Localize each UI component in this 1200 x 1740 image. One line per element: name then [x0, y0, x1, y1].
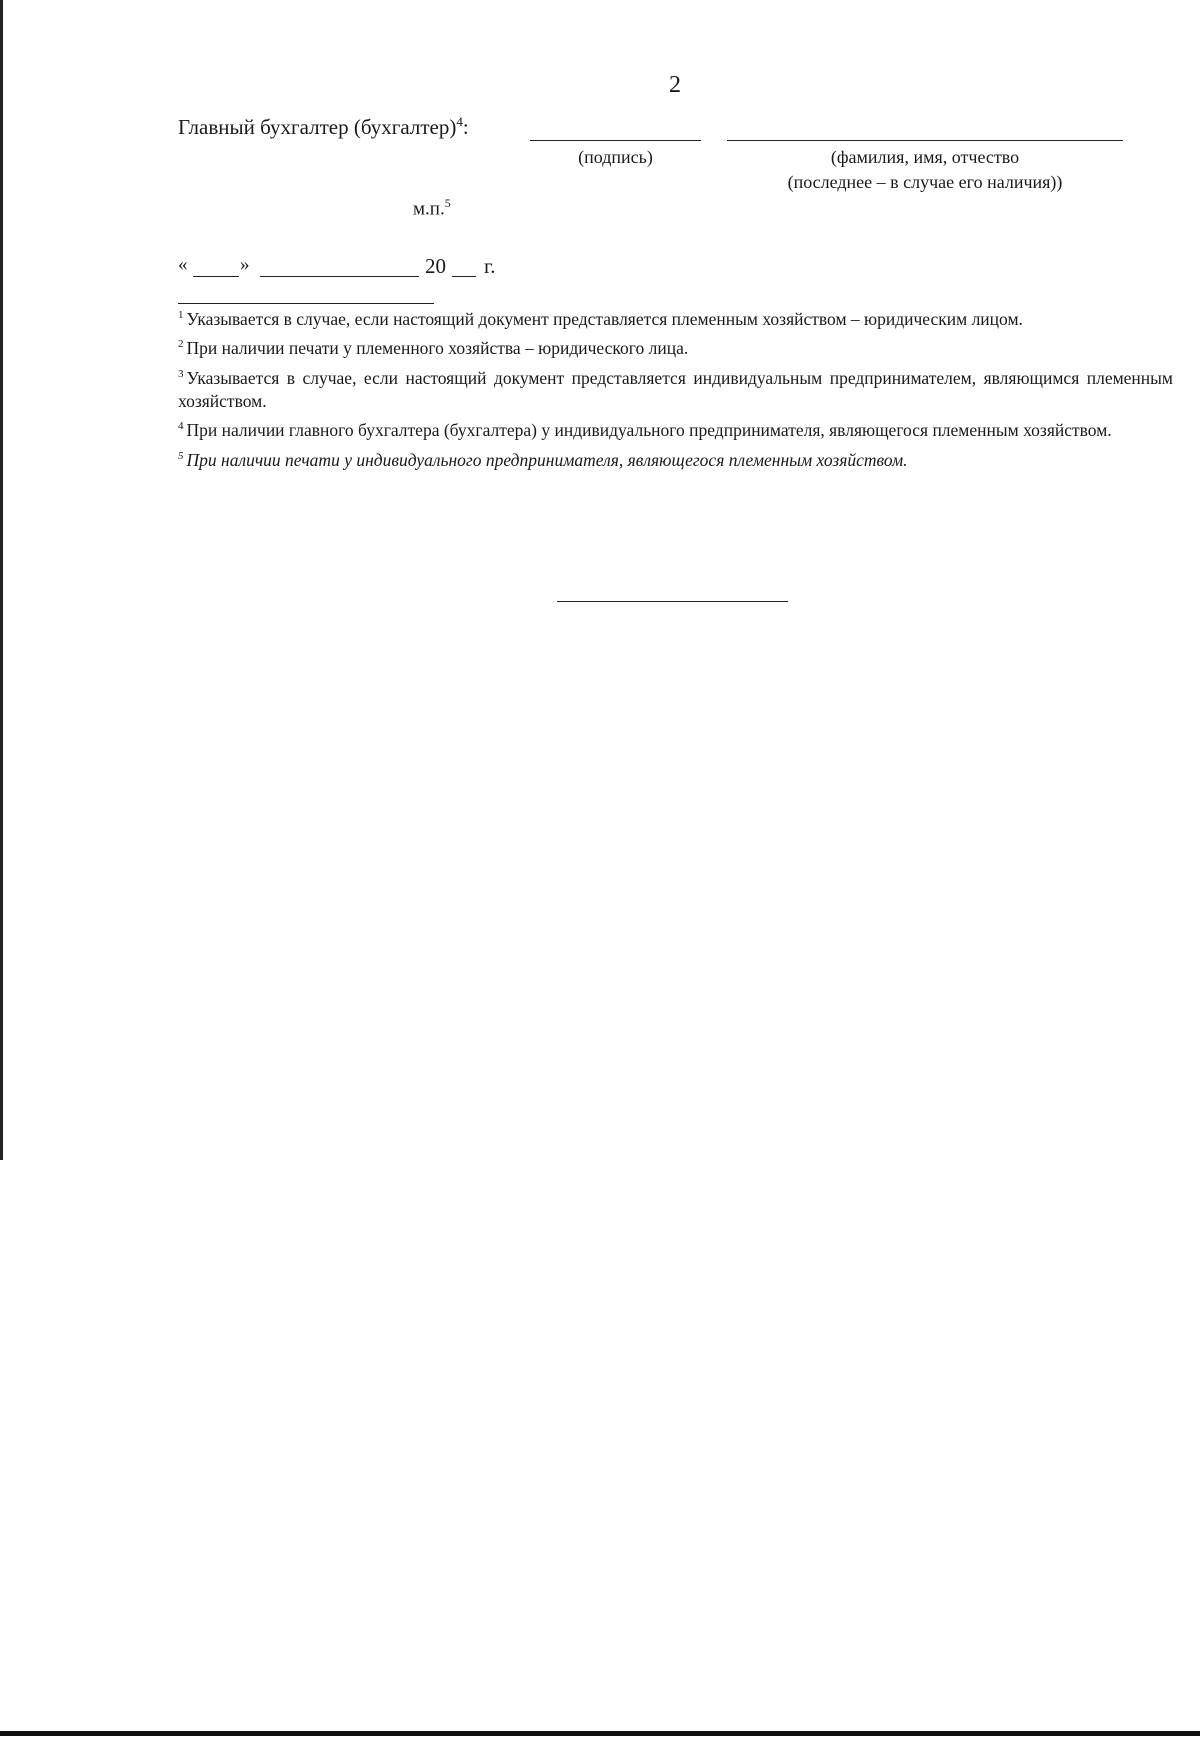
footnote-2: [178, 333, 1173, 360]
footnote-1-number: 1: [178, 309, 184, 321]
chief-accountant-text: Главный бухгалтер (бухгалтер): [178, 115, 457, 139]
footnote-3-text: Указывается в случае, если настоящий документ представляется индивидуальным предпринимателем, являющимся племенным хозяйством.: [178, 367, 1173, 411]
footnote-3: [178, 363, 1173, 414]
name-caption-line1: (фамилия, имя, отчество: [830, 147, 1020, 167]
footnote-2-text: При наличии печати у племенного хозяйства – юридического лица.: [186, 338, 689, 359]
date-month-line: [260, 276, 419, 277]
date-year-line: [452, 276, 476, 277]
end-of-document-rule: [557, 601, 788, 602]
full-name-line: [727, 140, 1123, 141]
stamp-placeholder: [413, 196, 451, 220]
footnote-4-text: При наличии главного бухгалтера (бухгалтера) у индивидуального предпринимателя, являющегося племенным хозяйством.: [186, 420, 1112, 441]
footnotes: [178, 304, 1173, 474]
page-number: 2: [669, 72, 681, 98]
footnote-4-number: 4: [178, 420, 184, 433]
signature-caption: (подпись): [578, 147, 653, 167]
date-year-prefix: 20: [425, 254, 446, 278]
footnote-1: [178, 304, 1173, 331]
chief-colon: :: [462, 115, 469, 139]
footnote-5-text: При наличии печати у индивидуального предпринимателя, являющегося племенным хозяйством.: [186, 449, 908, 470]
stamp-footnote-ref: 5: [444, 196, 451, 210]
chief-accountant-label: [178, 114, 469, 140]
footnote-2-number: 2: [178, 338, 184, 351]
chief-footnote-ref: 4: [456, 114, 463, 129]
footnote-5-number: 5: [178, 449, 184, 462]
date-close-quote: »: [240, 254, 250, 275]
date-day-line: [193, 276, 239, 277]
date-year-suffix: г.: [484, 254, 496, 278]
signature-line: [530, 140, 701, 141]
name-caption-line2: (последнее – в случае его наличия)): [787, 172, 1063, 192]
footnote-5: [178, 445, 1173, 472]
date-open-quote: «: [178, 254, 188, 275]
scan-bottom-edge: [0, 1731, 1200, 1736]
scan-left-edge: [0, 0, 3, 1160]
footnote-3-number: 3: [178, 367, 184, 380]
footnote-1-text: Указывается в случае, если настоящий документ представляется племенным хозяйством – юридическим лицом.: [186, 308, 1023, 329]
stamp-label: м.п.: [413, 198, 445, 220]
footnote-4: [178, 415, 1173, 442]
